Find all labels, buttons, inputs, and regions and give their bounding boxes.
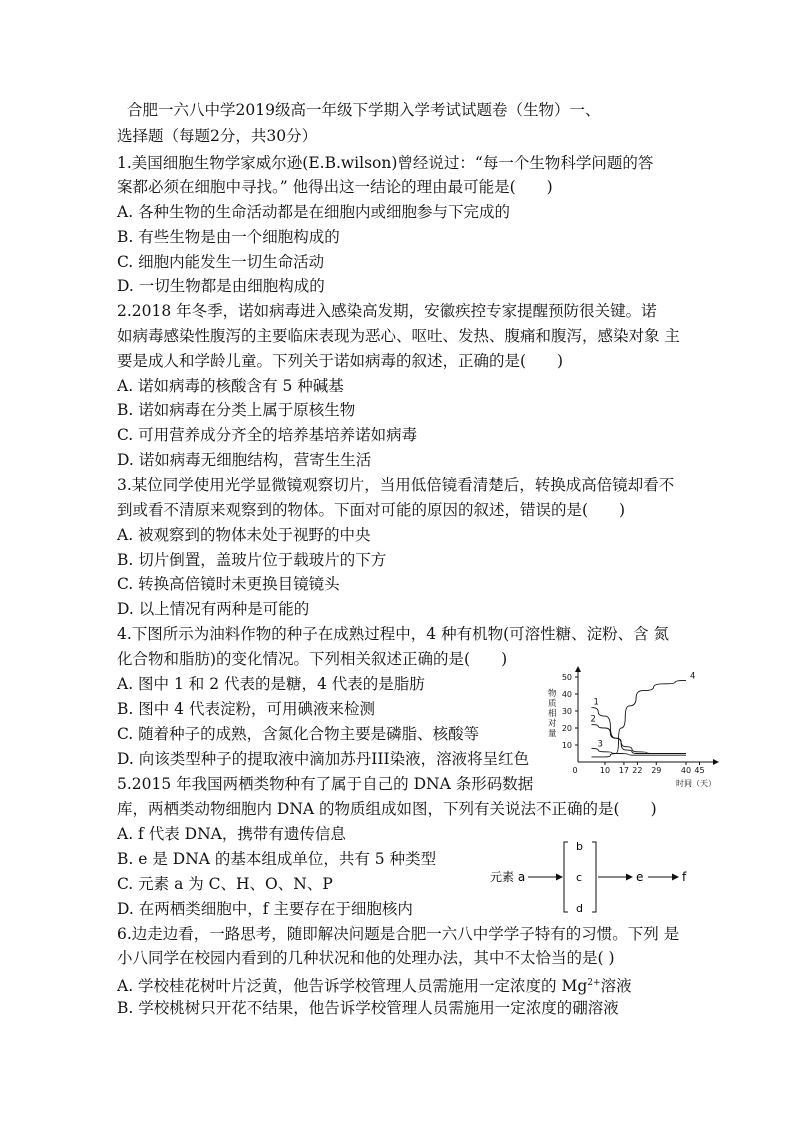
component-d: d — [576, 902, 583, 915]
q3-option-c: C. 转换高倍镜时未更换目镜镜头 — [117, 575, 340, 593]
q2-stem-1: 2.2018 年冬季，诺如病毒进入感染高发期，安徽疾控专家提醒预防很关键。诺 — [117, 302, 657, 320]
y-tick-label: 40 — [561, 690, 572, 699]
q2-option-d: D. 诺如病毒无细胞结构，营寄生生活 — [117, 451, 372, 469]
q6-option-a-superscript: 2+ — [587, 978, 601, 988]
x-tick-label: 10 — [599, 766, 611, 775]
x-tick-label: 45 — [694, 766, 705, 775]
q5-option-c: C. 元素 a 为 C、H、O、N、P — [117, 875, 333, 893]
q3-stem-1: 3.某位同学使用光学显微镜观察切片，当用低倍镜看清楚后，转换成高倍镜却看不 — [117, 476, 675, 494]
q4-option-b: B. 图中 4 代表淀粉，可用碘液来检测 — [117, 700, 375, 718]
q4-option-c: C. 随着种子的成熟，含氮化合物主要是磷脂、核酸等 — [117, 725, 480, 743]
q2-option-c: C. 可用营养成分齐全的培养基培养诺如病毒 — [117, 426, 418, 444]
series-label-3: 3 — [597, 739, 603, 750]
q6-option-a — [117, 973, 632, 996]
q4-stem-1: 4.下图所示为油料作物的种子在成熟过程中，4 种有机物(可溶性糖、淀粉、含 氮 — [117, 625, 670, 643]
q5-option-a: A. f 代表 DNA，携带有遗传信息 — [117, 825, 346, 843]
x-axis-arrow — [713, 759, 719, 765]
title-line-2: 选择题（每题2分，共30分） — [117, 127, 318, 145]
q1-option-d: D. 一切生物都是由细胞构成的 — [117, 277, 325, 295]
q1-option-b: B. 有些生物是由一个细胞构成的 — [117, 228, 340, 246]
y-tick-label: 50 — [561, 673, 572, 682]
title-line-1: 合肥一六八中学2019级高一年级下学期入学考试试题卷（生物）一、 — [127, 101, 601, 119]
seed-composition-chart — [540, 662, 740, 792]
q3-stem-2: 到或看不清原来观察到的物体。下面对可能的原因的叙述，错误的是( ) — [117, 501, 626, 519]
q5-stem-2: 库，两栖类动物细胞内 DNA 的物质组成如图，下列有关说法不正确的是( ) — [117, 800, 657, 818]
q4-option-d: D. 向该类型种子的提取液中滴加苏丹III染液，溶液将呈红色 — [117, 750, 530, 768]
q1-option-c: C. 细胞内能发生一切生命活动 — [117, 253, 325, 271]
x-tick-label: 22 — [632, 766, 643, 775]
q5-option-d: D. 在两栖类细胞中，f 主要存在于细胞核内 — [117, 900, 413, 918]
q6-option-b: B. 学校桃树只开花不结果，他告诉学校管理人员需施用一定浓度的硼溶液 — [117, 999, 619, 1017]
q6-option-a-text: A. 学校桂花树叶片泛黄，他告诉学校管理人员需施用一定浓度的 Mg — [117, 977, 588, 995]
x-tick-label: 17 — [618, 766, 629, 775]
q2-option-b: B. 诺如病毒在分类上属于原核生物 — [117, 401, 356, 419]
x-tick-label: 40 — [680, 766, 692, 775]
q3-option-d: D. 以上情况有两种是可能的 — [117, 600, 310, 618]
component-c: c — [576, 871, 583, 884]
element-a-label: 元素 a — [490, 870, 526, 884]
q4-stem-2: 化合物和脂肪)的变化情况。下列相关叙述正确的是( ) — [117, 650, 508, 668]
series-label-4: 4 — [690, 671, 696, 682]
series-label-1: 1 — [593, 697, 599, 708]
y-axis-label: 物质相对量 — [548, 689, 557, 739]
x-tick-label: 29 — [651, 766, 662, 775]
q2-stem-2: 如病毒感染性腹泻的主要临床表现为恶心、呕吐、发热、腹痛和腹泻，感染对象 主 — [117, 327, 680, 345]
series-label-2: 2 — [590, 714, 596, 725]
q1-stem-1: 1.美国细胞生物学家威尔逊(E.B.wilson)曾经说过：“每一个生物科学问题的答 — [117, 154, 654, 172]
series-line-2 — [592, 725, 687, 754]
component-e: e — [636, 870, 644, 884]
q6-stem-1: 6.边走边看，一路思考，随即解决问题是合肥一六八中学学子特有的习惯。下列 是 — [117, 925, 680, 943]
q1-stem-2: 案都必须在细胞中寻找。” 他得出这一结论的理由最可能是( ) — [117, 178, 553, 196]
q5-option-b: B. e 是 DNA 的基本组成单位，共有 5 种类型 — [117, 850, 437, 868]
q2-stem-3: 要是成人和学龄儿童。下列关于诺如病毒的叙述，正确的是( ) — [117, 352, 564, 370]
q6-stem-2: 小八同学在校园内看到的几种状况和他的处理办法，其中不太恰当的是( ) — [117, 949, 615, 967]
y-tick-label: 30 — [561, 707, 572, 716]
q1-option-a: A. 各种生物的生命活动都是在细胞内或细胞参与下完成的 — [117, 203, 511, 221]
series-line-4 — [592, 680, 687, 757]
q3-option-a: A. 被观察到的物体未处于视野的中央 — [117, 526, 371, 544]
component-f: f — [682, 870, 687, 884]
q2-option-a: A. 诺如病毒的核酸含有 5 种碱基 — [117, 377, 344, 395]
x-tick-label: 0 — [572, 766, 578, 775]
y-axis-arrow — [575, 666, 581, 672]
dna-composition-diagram — [488, 836, 698, 918]
q3-option-b: B. 切片倒置，盖玻片位于载玻片的下方 — [117, 551, 387, 569]
y-tick-label: 10 — [561, 741, 572, 750]
q4-option-a: A. 图中 1 和 2 代表的是糖，4 代表的是脂肪 — [117, 675, 425, 693]
y-tick-label: 20 — [561, 724, 572, 733]
q6-option-a-suffix: 溶液 — [600, 977, 632, 995]
x-axis-label: 时间（天） — [676, 779, 716, 788]
q5-stem-1: 5.2015 年我国两栖类物种有了属于自己的 DNA 条形码数据 — [117, 775, 534, 793]
series-line-1 — [592, 708, 687, 754]
component-b: b — [576, 840, 583, 853]
